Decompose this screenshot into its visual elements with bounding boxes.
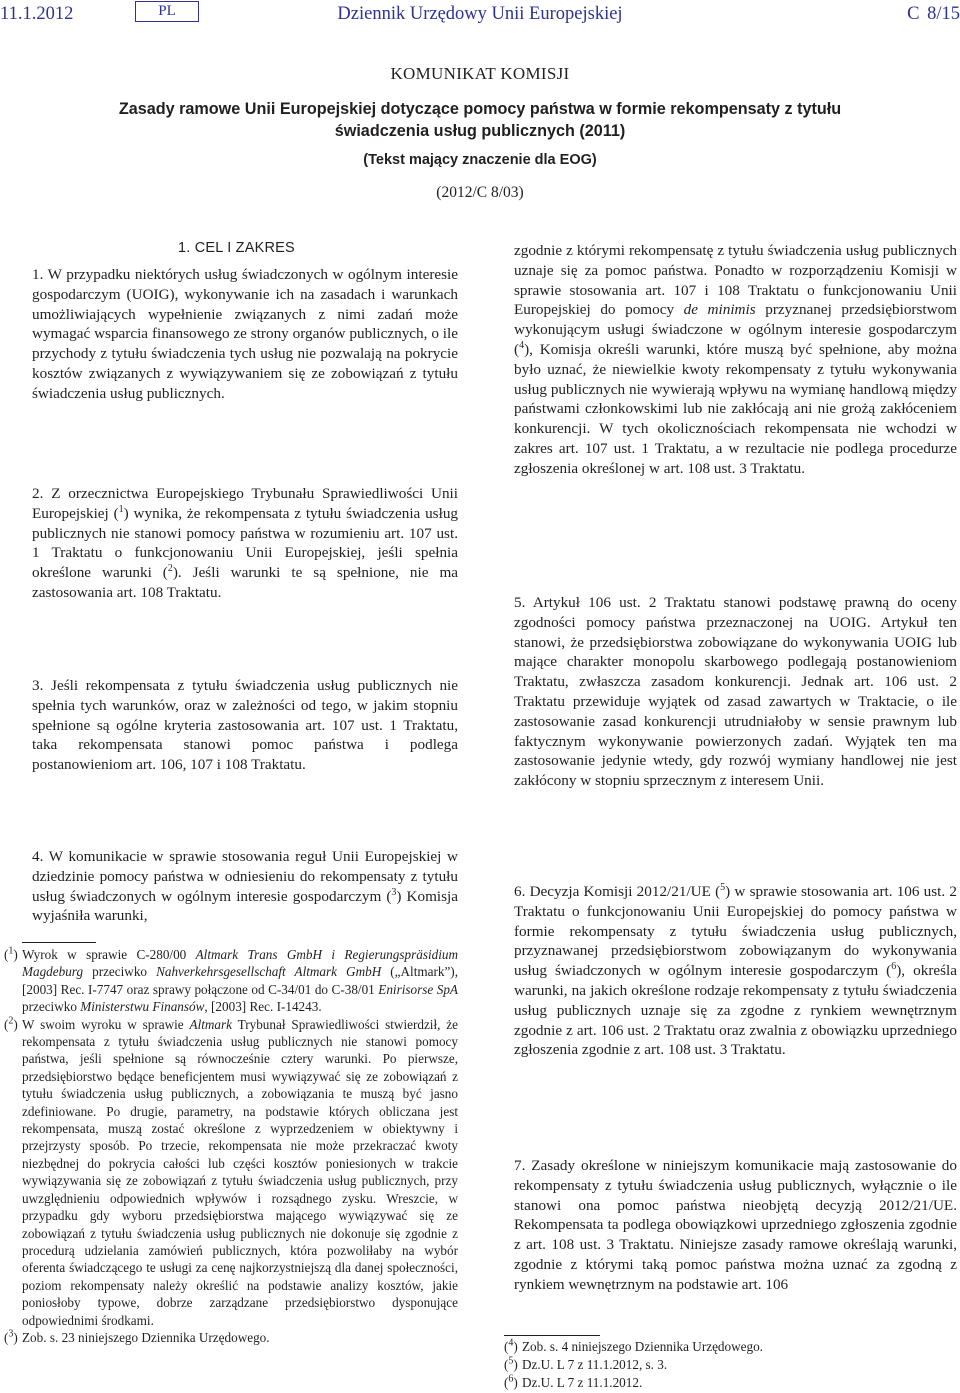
paragraph-text: przyznanej przedsiębiorstwom wykonującym usługi świadczone w ogólnym interesie gospodarczym (	[514, 301, 957, 358]
footnote-text: przeciwko	[22, 999, 81, 1015]
paragraph-5	[514, 593, 957, 791]
footnote-ref[interactable]: 3	[391, 886, 397, 898]
footnote-number: ($^6$)	[504, 1373, 518, 1390]
footnote-text: Enirisorse SpA	[378, 981, 458, 997]
paragraph-text: ) wynika, że rekompensata z tytułu świadczenia usług publicznych nie stanowi pomocy państwa w rozumieniu art. 107 ust. 1 Traktatu o funkcjonowaniu Unii Europejskiej, jeśli spełnia określone warunki (	[32, 504, 459, 582]
journal-title: Dziennik Urzędowy Unii Europejskiej	[337, 4, 623, 24]
footnote-text: Ministerstwu Finansów	[80, 999, 205, 1015]
footnote-divider	[22, 942, 96, 943]
language-badge: PL	[135, 1, 199, 22]
footnote-mark: 5	[508, 1355, 514, 1367]
paragraph-4-continued	[514, 241, 957, 479]
footnote-text: Wyrok w sprawie C-280/00	[22, 947, 196, 962]
eea-relevance-note: (Tekst mający znaczenie dla EOG)	[363, 152, 597, 168]
footnote-text: Zob. s. 23 niniejszego Dziennika Urzędowego.	[22, 1329, 270, 1345]
footnote-text: W swoim wyroku w sprawie	[22, 1016, 190, 1032]
footnote-5	[504, 1356, 944, 1374]
paragraph-text: 5. Artykuł 106 ust. 2 Traktatu stanowi podstawę prawną do oceny zgodności pomocy państwa przeznaczonej na UOIG. Artykuł ten stanowi, że przedsiębiorstwa zobowiązane do wykonywania UOIG lub mające charakter monopolu skarbowego podlegają postanowieniom Traktatu, zwłaszcza zasadom konkurencji. Jednak art. 106 ust. 2 Traktatu przewiduje wyjątek od zasad zawartych w Traktacie, o ile zastosowanie zasad konkurencji utrudniałoby w sensie prawnym lub faktycznym wykonywanie powierzonych zadań. Wyjątek ten ma zastosowanie jedynie wtedy, gdy rozwój wymiany handlowej nie jest zakłócony w stopniu sprzecznym z interesem Unii.	[514, 594, 957, 790]
footnote-ref[interactable]: 4	[519, 339, 525, 351]
footnote-divider	[504, 1335, 600, 1336]
publication-date: 11.1.2012	[0, 4, 74, 24]
footnote-text: Dz.U. L 7 z 11.1.2012, s. 3.	[522, 1356, 668, 1372]
paragraph-text: 1. W przypadku niektórych usług świadczonych w ogólnym interesie gospodarczym (UOIG), wykonywanie ich na zasadach i warunkach umożliwiających wypełnienie związanych z nimi zadań może wymagać wsparcia finansowego ze strony organów publicznych, o ile przychody z tytułu świadczenia tych usług nie pozwalają na pokrycie kosztów związanych z wywiązywaniem się ze zobowiązań z tytułu świadczenia usług publicznych.	[32, 266, 458, 402]
page-header	[0, 0, 960, 40]
document-title-line: Zasady ramowe Unii Europejskiej dotyczące pomocy państwa w formie rekompensaty z tytułu	[118, 100, 842, 118]
footnote-ref[interactable]: 5	[720, 881, 726, 893]
paragraph-2	[32, 484, 458, 603]
paragraph-text: ), określa warunki, na jakich określone rodzaje rekompensaty z tytułu świadczenia usług publicznych uznaje się za zgodne z rynkiem wewnętrznym zgodnie z art. 106 ust. 2 Traktatu oraz zwalnia z obowiązku uprzedniego zgłoszenia zgodnie z art. 108 ust. 3 Traktatu.	[514, 962, 957, 1059]
footnote-4	[504, 1338, 944, 1356]
footnotes-left	[4, 946, 458, 1346]
paragraph-text: ), Komisja określi warunki, które muszą być spełnione, aby można było uznać, że niewielkie kwoty rekompensaty z tytułu wykonywania usług publicznych nie wywierają wpływu na wymianę handlową między państwami członkowskimi lub nie zakłócają ani nie grożą zakłóceniem konkurencji. W tych okolicznościach rekompensata nie wchodzi w zakres art. 107 ust. 1 Traktatu, a w rezultacie nie podlega procedurze zgłoszenia określonej w art. 108 ust. 3 Traktatu.	[514, 340, 957, 477]
footnote-number: ($^1$)	[4, 945, 18, 962]
footnote-text: Zob. s. 4 niniejszego Dziennika Urzędowego.	[522, 1339, 763, 1354]
paragraph-3	[32, 676, 458, 775]
footnote-text: Trybunał Sprawiedliwości stwierdził, że rekompensata z tytułu świadczenia usług publicznych nie stanowi pomocy państwa, jeśli spełnione są równocześnie cztery warunki. Po pierwsze, przedsiębiorstwo będące beneficjentem musi wywiązywać się ze zobowiązań z tytułu świadczenia usług publicznych, a zobowiązania te muszą być jasno zdefiniowane. Po drugie, parametry, na podstawie których obliczana jest rekompensata, muszą zostać określone z wyprzedzeniem w obiektywny i przejrzysty sposób. Po trzecie, rekompensata nie może przekraczać kwoty niezbędnej do pokrycia całości lub części kosztów poniesionych w trakcie wywiązywania się ze zobowiązań z tytułu świadczenia usług publicznych, przy uwzględnieniu odpowiednich wpływów i rozsądnego zysku. Wreszcie, w przypadku gdy wyboru przedsiębiorstwa mającego wywiązywać się ze zobowiązań z tytułu świadczenia usług publicznych nie dokonuje się zgodnie z procedurą udzielania zamówień publicznych, która pozwoliłaby na wybór oferenta świadczącego te usługi za cenę najkorzystniejszą dla danej społeczności, poziom rekompensaty należy określić na podstawie analizy kosztów, jakie poniosłoby typowe, dobrze zarządzane przedsiębiorstwo dysponujące odpowiednimi środkami.	[22, 1016, 458, 1328]
paragraph-text: ) w sprawie stosowania art. 106 ust. 2 Traktatu o funkcjonowaniu Unii Europejskiej do pomocy państwa w formie rekompensaty z tytułu świadczenia usług publicznych, przyznawanej przedsiębiorstwom zobowiązanym do wykonywania usług świadczonych w ogólnym interesie gospodarczym (	[514, 883, 957, 980]
footnote-mark: 6	[508, 1373, 514, 1385]
footnote-number: ($^5$)	[504, 1355, 518, 1372]
paragraph-1	[32, 265, 458, 404]
paragraph-text: ) Komisja wyjaśniła warunki,	[32, 887, 458, 925]
paragraph-text: 7. Zasady określone w niniejszym komunikacie mają zastosowanie do rekompensaty z tytułu świadczenia usług publicznych, wyłącznie o ile stanowi ona pomoc państwa nieobjętą decyzją 2012/21/UE. Rekompensata ta podlega obowiązkowi uprzedniego zgłoszenia zgodnie z art. 108 ust. 3 Traktatu. Niniejsze zasady ramowe określają warunki, zgodnie z którymi taką pomoc państwa można uznać za zgodną z rynkiem wewnętrznym na podstawie art. 106	[514, 1157, 957, 1293]
paragraph-text: 2. Z orzecznictwa Europejskiego Trybunału Sprawiedliwości Unii Europejskiej (	[32, 485, 458, 522]
footnote-text: , [2003] Rec. I-14243.	[204, 999, 322, 1015]
paragraph-6	[514, 882, 957, 1060]
footnote-2	[4, 1016, 458, 1329]
paragraph-text: 6. Decyzja Komisji 2012/21/UE (	[514, 883, 721, 900]
footnote-number: ($^4$)	[504, 1337, 518, 1354]
footnote-text: Altmark	[189, 1016, 233, 1032]
paragraph-text: de minimis	[683, 301, 756, 319]
paragraph-text: 3. Jeśli rekompensata z tytułu świadczenia usług publicznych nie spełnia tych warunków, oraz w zależności od tego, w jakim stopniu spełnione są ogólne kryteria zastosowania art. 107 ust. 1 Traktatu, taka rekompensata stanowi pomoc państwa i podlega postanowieniom art. 106, 107 i 108 Traktatu.	[32, 677, 458, 774]
page-reference: C 8/15	[907, 4, 960, 24]
paragraph-text: zgodnie z którymi rekompensatę z tytułu świadczenia usług publicznych uznaje się za pomoc państwa. Ponadto w rozporządzeniu Komisji w sprawie stosowania art. 107 i 108 Traktatu o funkcjonowaniu Unii Europejskiej do pomocy	[514, 242, 957, 319]
footnote-ref[interactable]: 1	[118, 503, 124, 515]
section-title: 1. CEL I ZAKRES	[178, 240, 295, 256]
paragraph-text: ). Jeśli warunki te są spełnione, nie ma zastosowania art. 108 Traktatu.	[32, 564, 458, 601]
footnote-mark: 2	[8, 1015, 14, 1027]
footnote-number: ($^2$)	[4, 1015, 18, 1032]
footnote-mark: 4	[508, 1337, 514, 1349]
document-type: KOMUNIKAT KOMISJI	[390, 64, 570, 83]
document-title	[60, 98, 900, 142]
paragraph-4	[32, 847, 458, 926]
footnote-ref[interactable]: 2	[167, 563, 173, 575]
footnote-6	[504, 1374, 944, 1392]
footnote-ref[interactable]: 6	[891, 961, 897, 973]
footnote-mark: 3	[8, 1328, 14, 1340]
footnote-text: Dz.U. L 7 z 11.1.2012.	[522, 1374, 643, 1390]
document-reference: (2012/C 8/03)	[436, 184, 524, 201]
paragraph-text: 4. W komunikacie w sprawie stosowania reguł Unii Europejskiej w dziedzinie pomocy państwa w odniesieniu do rekompensaty z tytułu usług świadczonych w ogólnym interesie gospodarczym (	[32, 848, 458, 905]
document-title-line: świadczenia usług publicznych (2011)	[334, 122, 626, 140]
footnote-text: Altmark Trans GmbH i Regierungspräsidium Magdeburg	[22, 947, 458, 980]
footnote-number: ($^3$)	[4, 1328, 18, 1345]
footnote-3	[4, 1329, 458, 1346]
footnotes-right	[504, 1338, 944, 1391]
footnote-mark: 1	[8, 945, 14, 957]
footnote-text: Nahverkehrsgesellschaft Altmark GmbH	[156, 964, 382, 980]
paragraph-7	[514, 1156, 957, 1295]
footnote-text: przeciwko	[83, 964, 157, 980]
footnote-1	[4, 946, 458, 1016]
footnote-text: („Altmark”), [2003] Rec. I-7747 oraz sprawy połączone od C-34/01 do C-38/01	[22, 964, 458, 997]
